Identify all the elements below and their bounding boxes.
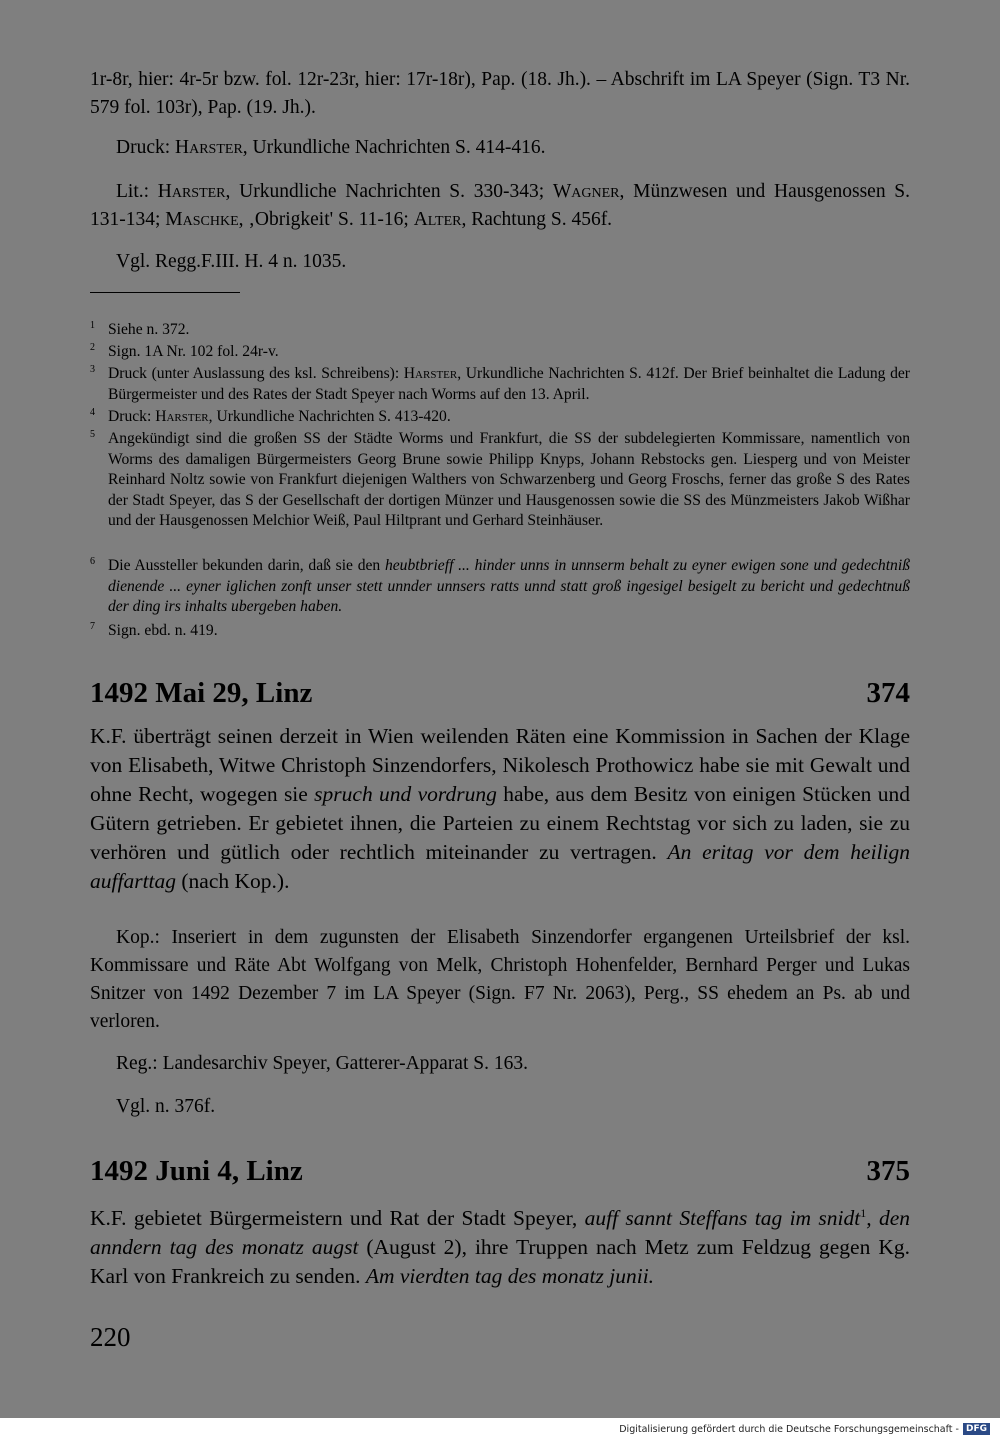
footnote-4: 4 Druck: Harster, Urkundliche Nachrichten S. 413-420.	[90, 407, 451, 425]
footnote-separator	[90, 292, 240, 293]
footnote-2: 2 Sign. 1A Nr. 102 fol. 24r-v.	[90, 342, 279, 360]
entry-375-heading	[90, 1154, 910, 1188]
dfg-logo: DFG	[963, 1423, 990, 1435]
entry-374-reg: Reg.: Landesarchiv Speyer, Gatterer-Apparat S. 163.	[116, 1053, 528, 1074]
entry-number: 374	[866, 677, 910, 709]
entry-374-vgl: Vgl. n. 376f.	[116, 1096, 216, 1117]
entry-number: 375	[866, 1155, 910, 1187]
entry-375-summary: K.F. gebietet Bürgermeistern und Rat der Stadt Speyer, auff sannt Steffans tag im snidt$^1$, den anndern tag des monatz augst (August 2), ihre Truppen nach Metz zum Feldzug gegen Kg. Karl von Frankreich zu senden. Am vierdten tag des monatz junii.	[90, 1206, 911, 1289]
footnote-3: 3 Druck (unter Auslassung des ksl. Schreibens): Harster, Urkundliche Nachrichten S. 412f. Der Brief beinhaltet die Ladung der Bürgermeister und des Rates der Stadt Speyer nach Worms auf den 13. April.	[90, 364, 911, 403]
druck-line: Druck: Harster, Urkundliche Nachrichten S. 414-416.	[116, 137, 546, 158]
footnote-5: 5 Angekündigt sind die großen SS der Städte Worms und Frankfurt, die SS der subdelegierten Kommissare, namentlich von Worms des damaligen Bürgermeisters Georg Brune sowie Philipp Knyps, Johann Rebstocks gen. Liesperg und von Meister Reinhard Noltz sowie von Frankfurt diejenigen Walthers von Schwarzenberg und Georg Froschs, ferner das große S des Rates der Stadt Speyer, das S der Gesellschaft der dortigen Münzer und Hausgenossen sowie die SS des Münzmeisters Jakob Wißhar und der Hausgenossen Melchior Weiß, Paul Hiltprant und Gerhard Steinhäuser.	[90, 429, 910, 529]
entry-374-kop: Kop.: Inseriert in dem zugunsten der Elisabeth Sinzendorfer ergangenen Urteilsbrief der ksl. Kommissare und Räte Abt Wolfgang von Melk, Christoph Hohenfelder, Bernhard Perger und Lukas Snitzer von 1492 Dezember 7 im LA Speyer (Sign. F7 Nr. 2063), Perg., SS ehedem an Ps. ab und verloren.	[90, 927, 910, 1032]
lit-paragraph: Lit.: Harster, Urkundliche Nachrichten S. 330-343; Wagner, Münzwesen und Hausgenossen S. 131-134; Maschke, ‚Obrigkeit' S. 11-16; Alter, Rachtung S. 456f.	[90, 181, 911, 230]
archive-paragraph: 1r-8r, hier: 4r-5r bzw. fol. 12r-23r, hier: 17r-18r), Pap. (18. Jh.). – Abschrift im LA Speyer (Sign. T3 Nr. 579 fol. 103r), Pap. (19. Jh.).	[90, 69, 910, 118]
footnote-6: 6 Die Aussteller bekunden darin, daß sie den heubtbrieff ... hinder unns in unnserm behalt zu eyner ewigen sone und gedechtniß dienende ... eyner iglichen zonft unser stett unnder unnsers ratts unnd statt groß ingesigel besigelt zu bericht und gedechtnuß der ding irs inhalts ubergeben haben.	[90, 556, 910, 615]
footnote-7: 7 Sign. ebd. n. 419.	[90, 621, 218, 639]
entry-date: 1492 Mai 29, Linz	[90, 677, 313, 709]
page-number: 220	[90, 1322, 131, 1352]
footer-text: Digitalisierung gefördert durch die Deutsche Forschungsgemeinschaft -	[619, 1423, 959, 1435]
funding-footer	[619, 1421, 990, 1437]
footnote-1: 1 Siehe n. 372.	[90, 320, 190, 338]
entry-374-heading	[90, 676, 910, 710]
vgl-line: Vgl. Regg.F.III. H. 4 n. 1035.	[116, 251, 347, 272]
entry-374-summary: K.F. überträgt seinen derzeit in Wien weilenden Räten eine Kommission in Sachen der Klage von Elisabeth, Witwe Christoph Sinzendorfers, Nikolesch Prothowicz habe sie mit Gewalt und ohne Recht, wogegen sie spruch und vordrung habe, aus dem Besitz von einigen Stücken und Gütern getrieben. Er gebietet ihnen, die Parteien zu einem Rechtstag vor sich zu laden, sie zu verhören und gütlich oder rechtlich miteinander zu vertragen. An eritag vor dem heilign auffarttag (nach Kop.).	[90, 724, 910, 893]
entry-date: 1492 Juni 4, Linz	[90, 1155, 303, 1187]
